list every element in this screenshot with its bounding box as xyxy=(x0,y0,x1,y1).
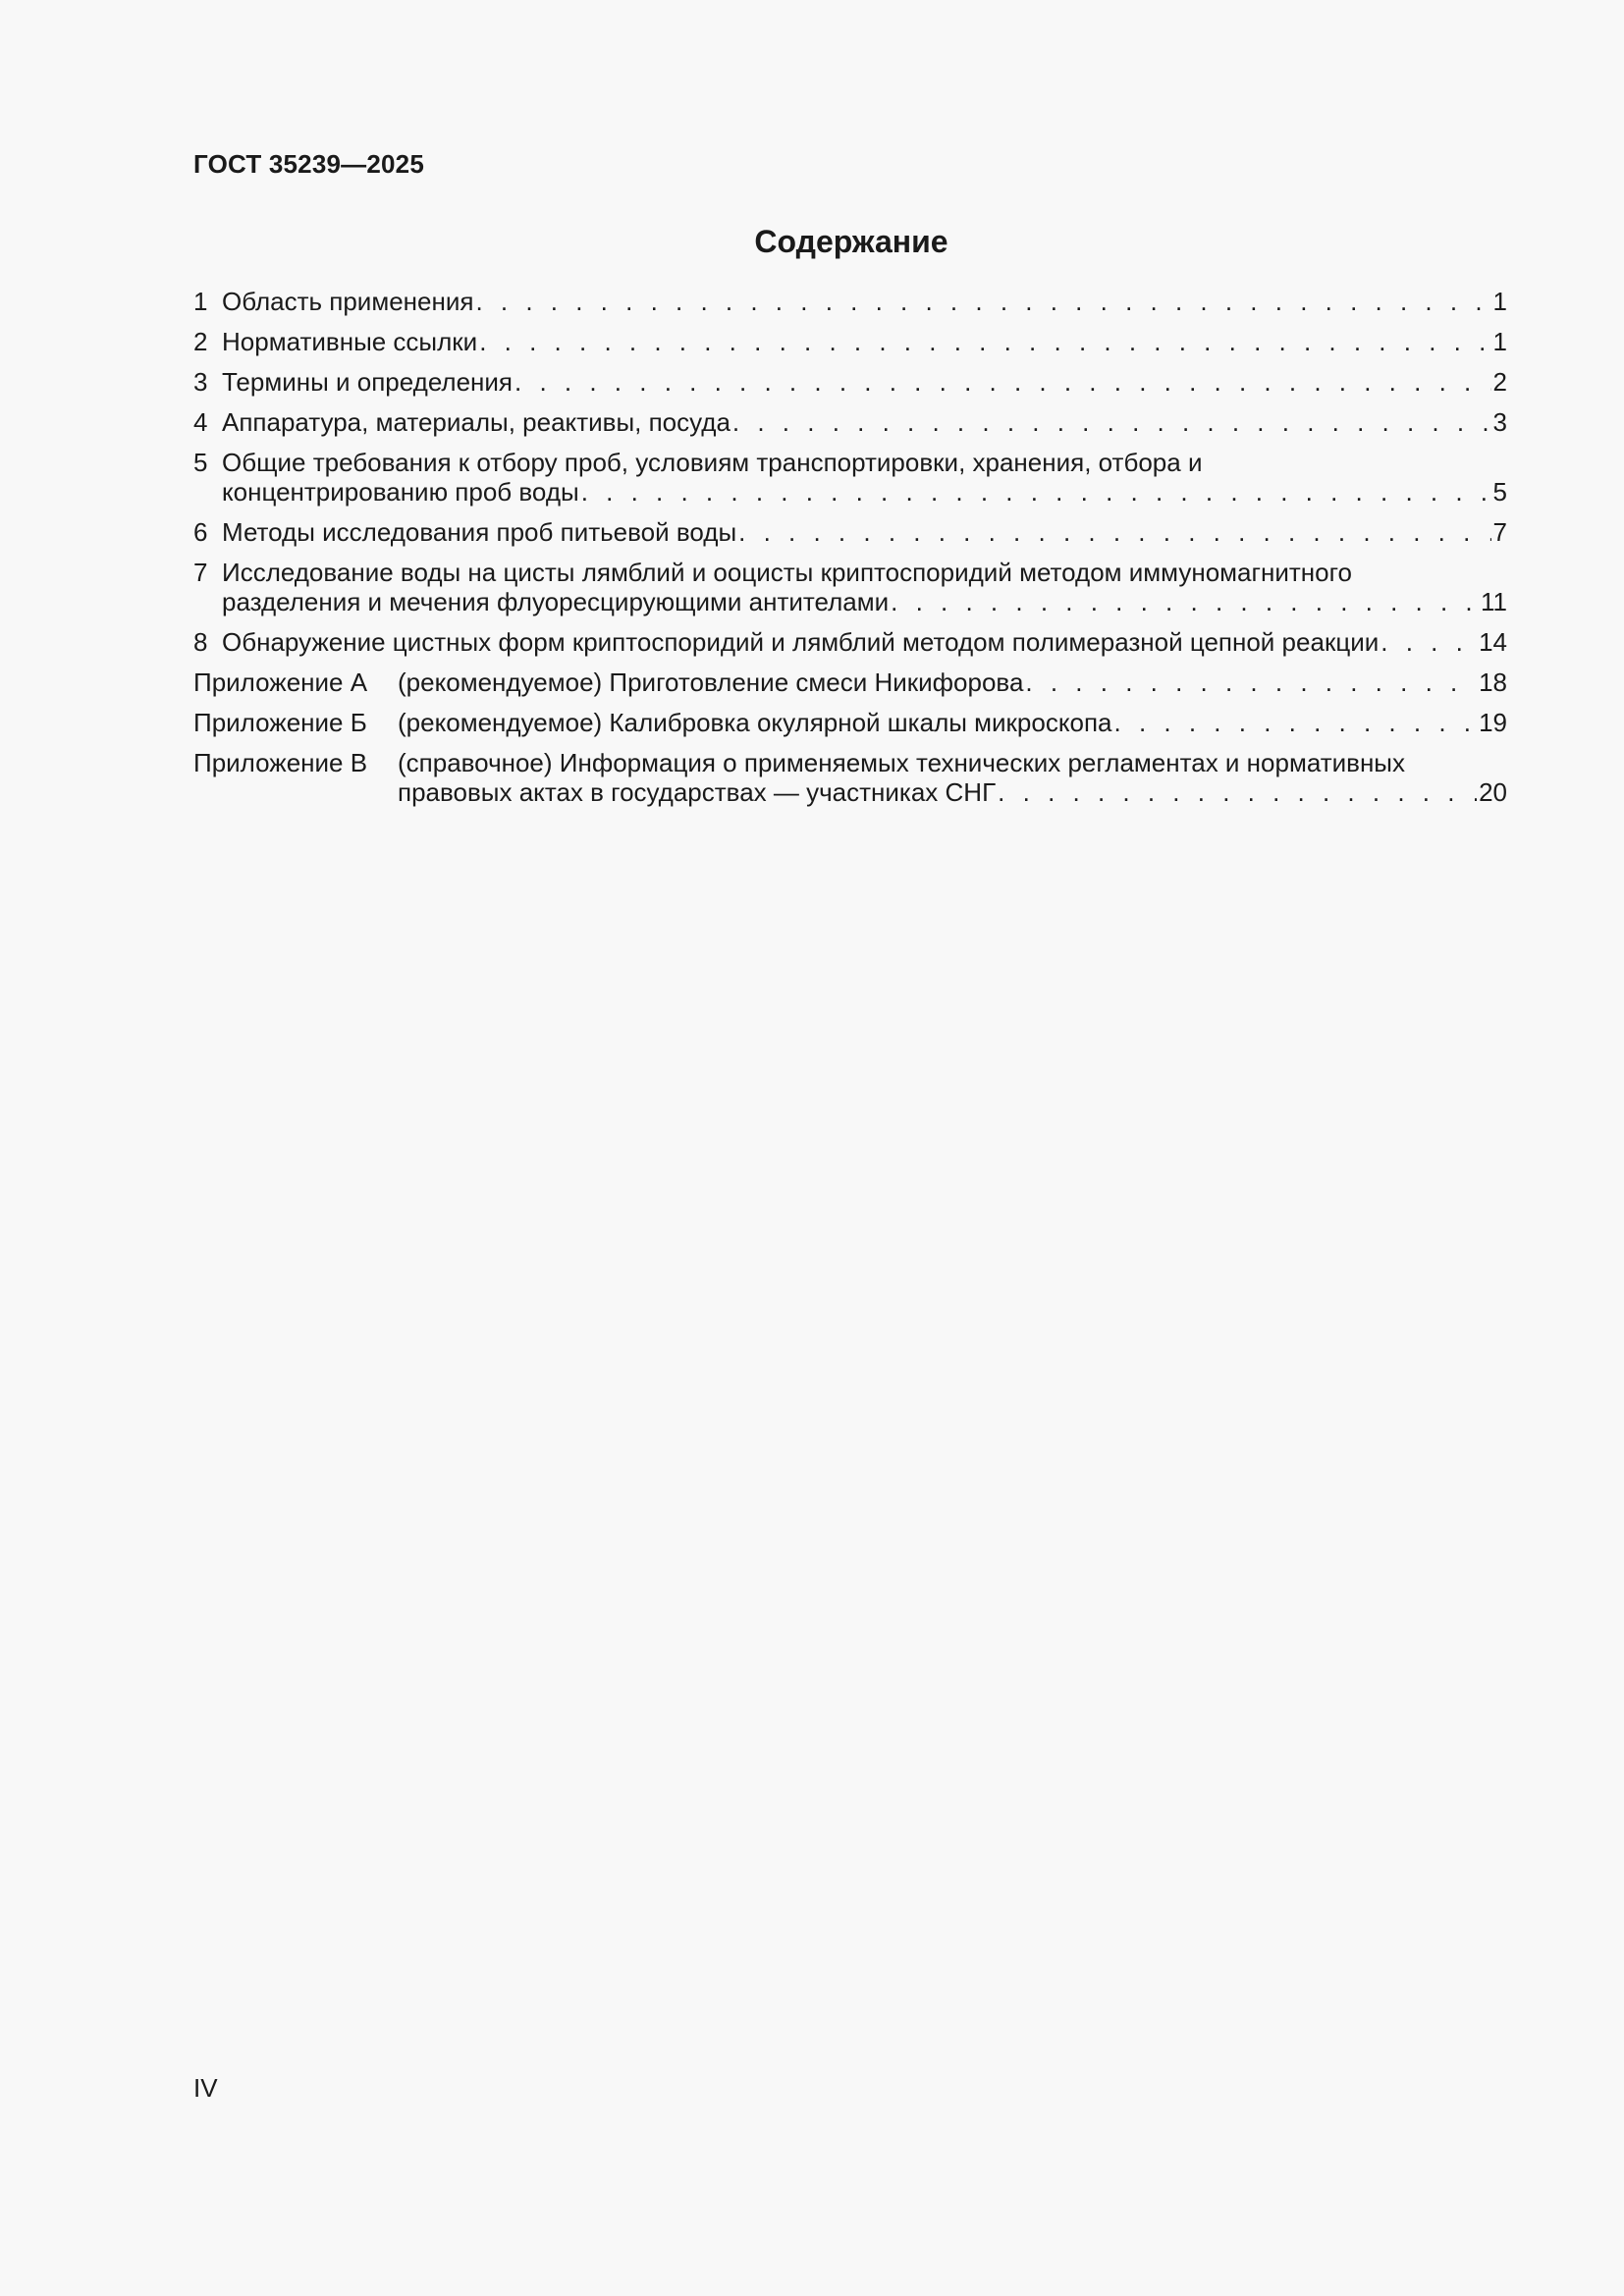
toc-entry[interactable] xyxy=(193,448,1507,507)
toc-leader-dots xyxy=(581,477,1491,507)
toc-entry-number: 7 xyxy=(193,558,208,587)
toc-entry-title: Исследование воды на цисты лямблий и ооцисты криптоспоридий методом иммуномагнитного xyxy=(222,558,1352,587)
toc-entry[interactable] xyxy=(193,327,1507,356)
page-number: IV xyxy=(193,2073,218,2103)
toc-entry-page: 2 xyxy=(1492,367,1507,397)
toc-entry-number: 2 xyxy=(193,327,208,356)
toc-leader-dots xyxy=(891,587,1479,616)
document-code: ГОСТ 35239—2025 xyxy=(193,149,424,179)
toc-leader-dots xyxy=(514,367,1491,397)
toc-entry-title: Термины и определения xyxy=(222,367,514,397)
toc-entry-page: 1 xyxy=(1492,287,1507,316)
annex-label: Приложение Б xyxy=(193,708,367,737)
toc-entry-title-continued: разделения и мечения флуоресцирующими антителами xyxy=(222,587,890,616)
toc-entry-number: 1 xyxy=(193,287,208,316)
toc-annex-entry[interactable] xyxy=(193,748,1507,807)
toc-leader-dots xyxy=(998,777,1477,807)
toc-leader-dots xyxy=(475,287,1490,316)
toc-entry[interactable] xyxy=(193,367,1507,397)
toc-entry-title: Нормативные ссылки xyxy=(222,327,478,356)
toc-leader-dots xyxy=(479,327,1490,356)
toc-entry-page: 11 xyxy=(1481,587,1507,616)
toc-entry-number: 5 xyxy=(193,448,208,477)
toc-entry-number: 8 xyxy=(193,627,208,657)
toc-entry[interactable] xyxy=(193,287,1507,316)
annex-page: 20 xyxy=(1479,777,1507,807)
table-of-contents xyxy=(193,287,1507,818)
annex-title: (справочное) Информация о применяемых технических регламентах и нормативных xyxy=(398,748,1405,777)
annex-label: Приложение В xyxy=(193,748,368,777)
toc-entry[interactable] xyxy=(193,517,1507,547)
toc-entry[interactable] xyxy=(193,407,1507,437)
toc-entry-number: 6 xyxy=(193,517,208,547)
annex-title: (рекомендуемое) Приготовление смеси Никифорова xyxy=(398,667,1024,697)
toc-entry-title: Область применения xyxy=(222,287,474,316)
annex-page: 19 xyxy=(1479,708,1507,737)
toc-entry-page: 5 xyxy=(1492,477,1507,507)
toc-annex-entry[interactable] xyxy=(193,708,1507,737)
toc-entry-page: 7 xyxy=(1492,517,1507,547)
toc-entry-page: 3 xyxy=(1492,407,1507,437)
toc-entry[interactable] xyxy=(193,627,1507,657)
toc-entry-page: 1 xyxy=(1492,327,1507,356)
annex-title-continued: правовых актах в государствах — участниках СНГ xyxy=(398,777,997,807)
toc-entry-page: 14 xyxy=(1479,627,1507,657)
annex-label: Приложение А xyxy=(193,667,368,697)
toc-entry-title: Обнаружение цистных форм криптоспоридий и лямблий методом полимеразной цепной реакции xyxy=(222,627,1380,657)
toc-leader-dots xyxy=(1025,667,1477,697)
toc-entry-title: Аппаратура, материалы, реактивы, посуда xyxy=(222,407,731,437)
toc-leader-dots xyxy=(738,517,1490,547)
toc-entry-title: Методы исследования проб питьевой воды xyxy=(222,517,737,547)
toc-entry-title: Общие требования к отбору проб, условиям транспортировки, хранения, отбора и xyxy=(222,448,1203,477)
toc-entry-title-continued: концентрированию проб воды xyxy=(222,477,579,507)
toc-leader-dots xyxy=(1114,708,1478,737)
toc-entry[interactable] xyxy=(193,558,1507,616)
toc-annex-entry[interactable] xyxy=(193,667,1507,697)
toc-title: Содержание xyxy=(754,224,948,259)
annex-page: 18 xyxy=(1479,667,1507,697)
toc-leader-dots xyxy=(1380,627,1477,657)
toc-entry-number: 3 xyxy=(193,367,208,397)
annex-title: (рекомендуемое) Калибровка окулярной шкалы микроскопа xyxy=(398,708,1112,737)
toc-entry-number: 4 xyxy=(193,407,208,437)
toc-leader-dots xyxy=(732,407,1491,437)
